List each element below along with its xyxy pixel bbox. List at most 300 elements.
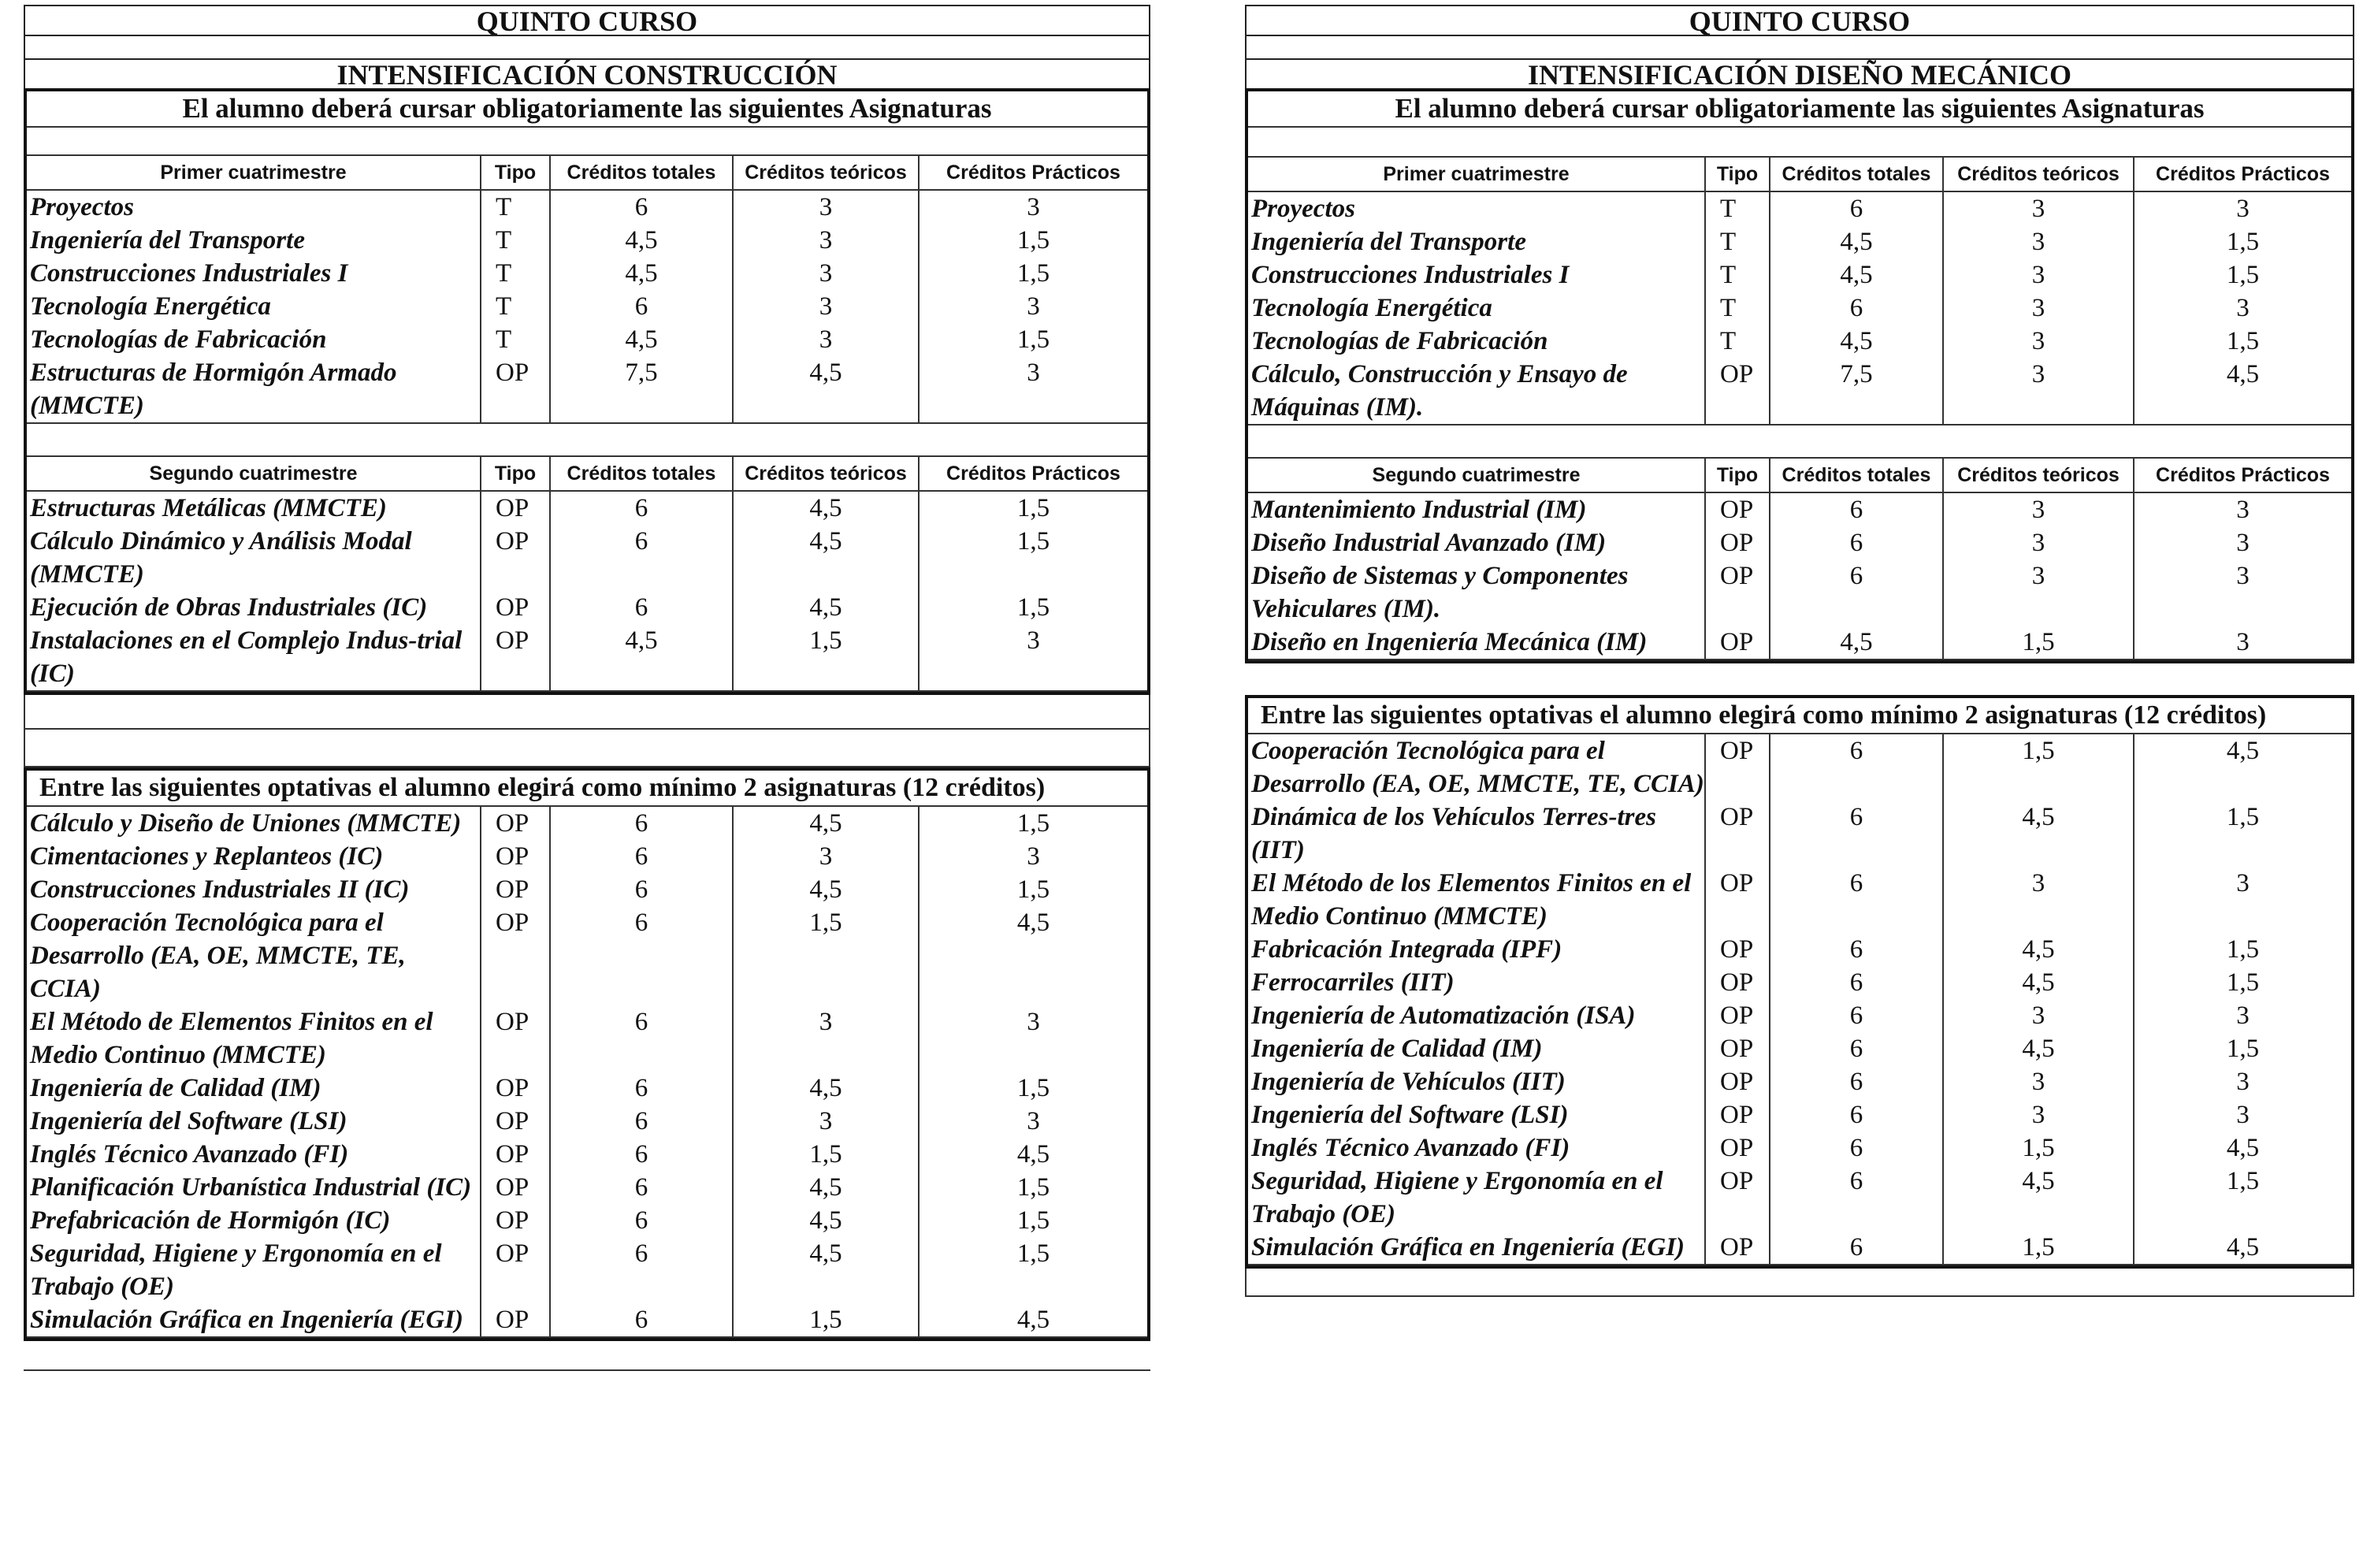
table-row <box>27 290 1147 323</box>
type-cell: OP <box>1705 526 1770 559</box>
table-row <box>27 1171 1147 1204</box>
type-cell: OP <box>1705 1131 1770 1165</box>
col-practicos: Créditos Prácticos <box>919 156 1147 190</box>
table-row <box>1248 734 2351 801</box>
total-credits-cell: 6 <box>1770 191 1943 225</box>
type-cell: OP <box>1705 966 1770 999</box>
col-tipo: Tipo <box>481 457 550 491</box>
subject-name: El Método de Elementos Finitos en el Medio Continuo (MMCTE) <box>27 1005 481 1072</box>
type-cell: OP <box>481 1072 550 1105</box>
practice-credits-cell: 1,5 <box>919 591 1147 624</box>
practice-credits-cell: 4,5 <box>919 1138 1147 1171</box>
theory-credits-cell: 1,5 <box>733 1303 919 1337</box>
practice-credits-cell: 3 <box>2134 292 2351 325</box>
total-credits-cell: 6 <box>1770 1065 1943 1098</box>
first-semester-table <box>1248 158 2351 425</box>
col-practicos: Créditos Prácticos <box>919 457 1147 491</box>
type-cell: OP <box>1705 1231 1770 1265</box>
table-row <box>1248 1032 2351 1065</box>
type-cell: T <box>1705 258 1770 292</box>
theory-credits-cell: 3 <box>1943 559 2134 626</box>
subject-name: Ingeniería del Transporte <box>27 224 481 257</box>
spacer <box>1248 128 2351 158</box>
subject-name: Tecnología Energética <box>27 290 481 323</box>
total-credits-cell: 4,5 <box>550 257 733 290</box>
type-cell: OP <box>481 1105 550 1138</box>
practice-credits-cell: 3 <box>2134 526 2351 559</box>
total-credits-cell: 4,5 <box>550 224 733 257</box>
practice-credits-cell: 3 <box>919 1105 1147 1138</box>
table-row <box>27 1303 1147 1337</box>
practice-credits-cell: 3 <box>919 290 1147 323</box>
practice-credits-cell: 1,5 <box>919 491 1147 525</box>
practice-credits-cell: 1,5 <box>2134 225 2351 258</box>
total-credits-cell: 6 <box>1770 1032 1943 1065</box>
total-credits-cell: 6 <box>1770 999 1943 1032</box>
theory-credits-cell: 4,5 <box>733 1237 919 1303</box>
practice-credits-cell: 1,5 <box>2134 933 2351 966</box>
total-credits-cell: 6 <box>550 840 733 873</box>
table-row <box>1248 191 2351 225</box>
practice-credits-cell: 1,5 <box>2134 258 2351 292</box>
theory-credits-cell: 4,5 <box>1943 801 2134 867</box>
table-row <box>1248 1131 2351 1165</box>
subject-name: Prefabricación de Hormigón (IC) <box>27 1204 481 1237</box>
theory-credits-cell: 4,5 <box>733 591 919 624</box>
col-teoricos: Créditos teóricos <box>733 156 919 190</box>
type-cell: OP <box>481 591 550 624</box>
spacer <box>27 128 1147 156</box>
practice-credits-cell: 4,5 <box>2134 1231 2351 1265</box>
blank-row <box>1245 1269 2354 1297</box>
total-credits-cell: 6 <box>550 873 733 906</box>
total-credits-cell: 6 <box>1770 292 1943 325</box>
col-total: Créditos totales <box>550 457 733 491</box>
subject-name: Construcciones Industriales I <box>27 257 481 290</box>
type-cell: OP <box>481 873 550 906</box>
theory-credits-cell: 1,5 <box>1943 626 2134 660</box>
subject-name: Construcciones Industriales I <box>1248 258 1705 292</box>
total-credits-cell: 6 <box>550 1204 733 1237</box>
table-row <box>1248 1165 2351 1231</box>
course-header <box>1245 5 2354 35</box>
semester-header: Segundo cuatrimestre <box>27 457 481 491</box>
optional-title: Entre las siguientes optativas el alumno elegirá como mínimo 2 asignaturas (12 créditos) <box>1248 698 2351 734</box>
total-credits-cell: 6 <box>1770 801 1943 867</box>
table-row <box>27 323 1147 356</box>
col-tipo: Tipo <box>481 156 550 190</box>
subject-name: Ingeniería de Automatización (ISA) <box>1248 999 1705 1032</box>
right-column <box>1245 5 2354 1297</box>
table-row <box>27 1237 1147 1303</box>
practice-credits-cell: 3 <box>2134 191 2351 225</box>
subject-name: Simulación Gráfica en Ingeniería (EGI) <box>27 1303 481 1337</box>
theory-credits-cell: 3 <box>733 1105 919 1138</box>
type-cell: T <box>481 290 550 323</box>
divider <box>24 1369 1150 1371</box>
table-row <box>27 525 1147 591</box>
type-cell: OP <box>1705 999 1770 1032</box>
total-credits-cell: 6 <box>1770 1131 1943 1165</box>
subject-name: Simulación Gráfica en Ingeniería (EGI) <box>1248 1231 1705 1265</box>
theory-credits-cell: 1,5 <box>733 1138 919 1171</box>
practice-credits-cell: 1,5 <box>919 525 1147 591</box>
subject-name: Ingeniería del Software (LSI) <box>27 1105 481 1138</box>
subject-name: Tecnología Energética <box>1248 292 1705 325</box>
type-cell: OP <box>481 1204 550 1237</box>
table-row <box>1248 933 2351 966</box>
semester-header: Primer cuatrimestre <box>27 156 481 190</box>
subject-name: Inglés Técnico Avanzado (FI) <box>1248 1131 1705 1165</box>
mandatory-title: El alumno deberá cursar obligatoriamente las siguientes Asignaturas <box>1248 91 2351 128</box>
theory-credits-cell: 1,5 <box>733 624 919 691</box>
practice-credits-cell: 3 <box>919 840 1147 873</box>
practice-credits-cell: 1,5 <box>919 257 1147 290</box>
table-row <box>1248 492 2351 526</box>
type-cell: OP <box>1705 1098 1770 1131</box>
theory-credits-cell: 3 <box>733 290 919 323</box>
table-row <box>1248 225 2351 258</box>
table-row <box>1248 325 2351 358</box>
subject-name: Ingeniería de Vehículos (IIT) <box>1248 1065 1705 1098</box>
total-credits-cell: 7,5 <box>1770 358 1943 425</box>
subject-name: Cooperación Tecnológica para el Desarrollo (EA, OE, MMCTE, TE, CCIA) <box>1248 734 1705 801</box>
type-cell: OP <box>481 1303 550 1337</box>
theory-credits-cell: 4,5 <box>733 491 919 525</box>
type-cell: T <box>1705 292 1770 325</box>
type-cell: OP <box>1705 1165 1770 1231</box>
type-cell: OP <box>1705 867 1770 933</box>
subject-name: Diseño de Sistemas y Componentes Vehiculares (IM). <box>1248 559 1705 626</box>
course-title: QUINTO CURSO <box>1689 6 1911 37</box>
total-credits-cell: 6 <box>550 491 733 525</box>
table-row <box>1248 358 2351 425</box>
subject-name: Diseño Industrial Avanzado (IM) <box>1248 526 1705 559</box>
table-row <box>27 1072 1147 1105</box>
total-credits-cell: 4,5 <box>1770 626 1943 660</box>
theory-credits-cell: 3 <box>733 190 919 224</box>
table-row <box>1248 966 2351 999</box>
theory-credits-cell: 1,5 <box>1943 1131 2134 1165</box>
total-credits-cell: 6 <box>550 591 733 624</box>
total-credits-cell: 6 <box>550 525 733 591</box>
practice-credits-cell: 3 <box>919 1005 1147 1072</box>
practice-credits-cell: 1,5 <box>919 873 1147 906</box>
table-row <box>1248 626 2351 660</box>
practice-credits-cell: 4,5 <box>919 906 1147 1005</box>
type-cell: OP <box>1705 626 1770 660</box>
type-cell: OP <box>481 840 550 873</box>
type-cell: T <box>1705 325 1770 358</box>
col-total: Créditos totales <box>550 156 733 190</box>
subject-name: Cálculo, Construcción y Ensayo de Máquinas (IM). <box>1248 358 1705 425</box>
subject-name: Diseño en Ingeniería Mecánica (IM) <box>1248 626 1705 660</box>
table-row <box>27 356 1147 423</box>
type-cell: OP <box>481 1237 550 1303</box>
type-cell: OP <box>1705 933 1770 966</box>
theory-credits-cell: 3 <box>1943 258 2134 292</box>
practice-credits-cell: 4,5 <box>2134 358 2351 425</box>
second-semester-table <box>1248 459 2351 660</box>
type-cell: T <box>481 224 550 257</box>
theory-credits-cell: 4,5 <box>1943 1032 2134 1065</box>
optional-title: Entre las siguientes optativas el alumno elegirá como mínimo 2 asignaturas (12 créditos) <box>27 771 1147 807</box>
type-cell: OP <box>1705 734 1770 801</box>
total-credits-cell: 6 <box>550 190 733 224</box>
theory-credits-cell: 3 <box>1943 325 2134 358</box>
practice-credits-cell: 3 <box>2134 559 2351 626</box>
theory-credits-cell: 3 <box>733 323 919 356</box>
total-credits-cell: 6 <box>550 1005 733 1072</box>
practice-credits-cell: 4,5 <box>2134 1131 2351 1165</box>
type-cell: OP <box>481 1171 550 1204</box>
subject-name: Proyectos <box>27 190 481 224</box>
left-column <box>24 5 1150 1371</box>
theory-credits-cell: 1,5 <box>733 906 919 1005</box>
theory-credits-cell: 4,5 <box>733 1171 919 1204</box>
practice-credits-cell: 1,5 <box>919 807 1147 840</box>
total-credits-cell: 4,5 <box>550 624 733 691</box>
subject-name: Tecnologías de Fabricación <box>1248 325 1705 358</box>
subject-name: Mantenimiento Industrial (IM) <box>1248 492 1705 526</box>
practice-credits-cell: 1,5 <box>2134 801 2351 867</box>
subject-name: Ingeniería del Software (LSI) <box>1248 1098 1705 1131</box>
type-cell: OP <box>1705 559 1770 626</box>
col-tipo: Tipo <box>1705 158 1770 191</box>
subject-name: Cálculo y Diseño de Uniones (MMCTE) <box>27 807 481 840</box>
practice-credits-cell: 1,5 <box>919 224 1147 257</box>
mandatory-title: El alumno deberá cursar obligatoriamente las siguientes Asignaturas <box>27 91 1147 128</box>
total-credits-cell: 4,5 <box>550 323 733 356</box>
subject-name: Instalaciones en el Complejo Indus-trial (IC) <box>27 624 481 691</box>
table-row <box>1248 867 2351 933</box>
table-row <box>27 591 1147 624</box>
subject-name: Inglés Técnico Avanzado (FI) <box>27 1138 481 1171</box>
optional-box <box>24 767 1150 1341</box>
theory-credits-cell: 3 <box>1943 867 2134 933</box>
type-cell: OP <box>481 1005 550 1072</box>
theory-credits-cell: 3 <box>1943 358 2134 425</box>
theory-credits-cell: 4,5 <box>733 873 919 906</box>
table-row <box>1248 559 2351 626</box>
total-credits-cell: 6 <box>1770 492 1943 526</box>
course-header <box>24 5 1150 35</box>
subject-name: El Método de los Elementos Finitos en el Medio Continuo (MMCTE) <box>1248 867 1705 933</box>
theory-credits-cell: 4,5 <box>733 525 919 591</box>
subject-name: Construcciones Industriales II (IC) <box>27 873 481 906</box>
theory-credits-cell: 3 <box>1943 492 2134 526</box>
practice-credits-cell: 1,5 <box>919 1237 1147 1303</box>
table-row <box>27 906 1147 1005</box>
type-cell: OP <box>1705 1032 1770 1065</box>
blank-row <box>24 695 1150 730</box>
semester-header: Primer cuatrimestre <box>1248 158 1705 191</box>
blank-row <box>1245 35 2354 58</box>
table-row <box>27 1138 1147 1171</box>
spacer <box>27 424 1147 457</box>
total-credits-cell: 6 <box>1770 1231 1943 1265</box>
first-semester-table <box>27 156 1147 424</box>
semester-header: Segundo cuatrimestre <box>1248 459 1705 492</box>
theory-credits-cell: 3 <box>1943 225 2134 258</box>
total-credits-cell: 7,5 <box>550 356 733 423</box>
subject-name: Ingeniería de Calidad (IM) <box>27 1072 481 1105</box>
spacer <box>1248 425 2351 459</box>
total-credits-cell: 6 <box>1770 966 1943 999</box>
practice-credits-cell: 1,5 <box>2134 1165 2351 1231</box>
total-credits-cell: 6 <box>550 1171 733 1204</box>
col-teoricos: Créditos teóricos <box>1943 459 2134 492</box>
theory-credits-cell: 4,5 <box>733 1072 919 1105</box>
theory-credits-cell: 3 <box>733 840 919 873</box>
intensification-header <box>24 58 1150 91</box>
theory-credits-cell: 3 <box>733 224 919 257</box>
theory-credits-cell: 3 <box>1943 191 2134 225</box>
practice-credits-cell: 1,5 <box>919 1171 1147 1204</box>
blank-row <box>24 730 1150 767</box>
subject-name: Estructuras de Hormigón Armado (MMCTE) <box>27 356 481 423</box>
table-row <box>27 190 1147 224</box>
total-credits-cell: 6 <box>1770 559 1943 626</box>
table-row <box>27 840 1147 873</box>
total-credits-cell: 6 <box>550 807 733 840</box>
practice-credits-cell: 3 <box>2134 1065 2351 1098</box>
practice-credits-cell: 1,5 <box>919 1204 1147 1237</box>
total-credits-cell: 6 <box>1770 1165 1943 1231</box>
total-credits-cell: 6 <box>550 1138 733 1171</box>
practice-credits-cell: 1,5 <box>2134 966 2351 999</box>
total-credits-cell: 6 <box>1770 526 1943 559</box>
theory-credits-cell: 3 <box>1943 292 2134 325</box>
subject-name: Fabricación Integrada (IPF) <box>1248 933 1705 966</box>
type-cell: OP <box>481 491 550 525</box>
blank-row <box>24 35 1150 58</box>
subject-name: Cooperación Tecnológica para el Desarrollo (EA, OE, MMCTE, TE, CCIA) <box>27 906 481 1005</box>
subject-name: Ejecución de Obras Industriales (IC) <box>27 591 481 624</box>
subject-name: Ferrocarriles (IIT) <box>1248 966 1705 999</box>
practice-credits-cell: 3 <box>2134 492 2351 526</box>
total-credits-cell: 6 <box>550 906 733 1005</box>
second-semester-table <box>27 457 1147 692</box>
type-cell: OP <box>481 807 550 840</box>
table-row <box>1248 801 2351 867</box>
practice-credits-cell: 1,5 <box>2134 325 2351 358</box>
total-credits-cell: 6 <box>550 290 733 323</box>
theory-credits-cell: 3 <box>733 1005 919 1072</box>
table-row <box>27 807 1147 840</box>
type-cell: OP <box>481 906 550 1005</box>
theory-credits-cell: 4,5 <box>1943 933 2134 966</box>
practice-credits-cell: 3 <box>2134 867 2351 933</box>
table-row <box>1248 526 2351 559</box>
type-cell: T <box>481 257 550 290</box>
type-cell: OP <box>1705 801 1770 867</box>
type-cell: OP <box>481 624 550 691</box>
subject-name: Planificación Urbanística Industrial (IC) <box>27 1171 481 1204</box>
theory-credits-cell: 3 <box>1943 1098 2134 1131</box>
theory-credits-cell: 4,5 <box>733 356 919 423</box>
type-cell: OP <box>1705 358 1770 425</box>
table-row <box>1248 1098 2351 1131</box>
optional-box <box>1245 695 2354 1269</box>
total-credits-cell: 6 <box>550 1105 733 1138</box>
theory-credits-cell: 3 <box>1943 526 2134 559</box>
total-credits-cell: 6 <box>1770 933 1943 966</box>
course-title: QUINTO CURSO <box>476 6 698 37</box>
subject-name: Cálculo Dinámico y Análisis Modal (MMCTE) <box>27 525 481 591</box>
type-cell: T <box>481 323 550 356</box>
total-credits-cell: 6 <box>550 1072 733 1105</box>
practice-credits-cell: 1,5 <box>919 1072 1147 1105</box>
practice-credits-cell: 3 <box>919 356 1147 423</box>
theory-credits-cell: 3 <box>1943 1065 2134 1098</box>
intensification-title: INTENSIFICACIÓN DISEÑO MECÁNICO <box>1527 59 2072 91</box>
total-credits-cell: 4,5 <box>1770 325 1943 358</box>
total-credits-cell: 6 <box>1770 1098 1943 1131</box>
table-row <box>1248 1065 2351 1098</box>
col-total: Créditos totales <box>1770 158 1943 191</box>
table-row <box>27 1204 1147 1237</box>
optional-table <box>1248 734 2351 1265</box>
practice-credits-cell: 4,5 <box>2134 734 2351 801</box>
subject-name: Estructuras Metálicas (MMCTE) <box>27 491 481 525</box>
practice-credits-cell: 3 <box>919 190 1147 224</box>
col-tipo: Tipo <box>1705 459 1770 492</box>
theory-credits-cell: 3 <box>1943 999 2134 1032</box>
theory-credits-cell: 4,5 <box>733 807 919 840</box>
theory-credits-cell: 4,5 <box>733 1204 919 1237</box>
theory-credits-cell: 4,5 <box>1943 966 2134 999</box>
table-row <box>1248 1231 2351 1265</box>
practice-credits-cell: 1,5 <box>919 323 1147 356</box>
subject-name: Ingeniería de Calidad (IM) <box>1248 1032 1705 1065</box>
col-total: Créditos totales <box>1770 459 1943 492</box>
intensification-header <box>1245 58 2354 91</box>
subject-name: Dinámica de los Vehículos Terres-tres (IIT) <box>1248 801 1705 867</box>
col-teoricos: Créditos teóricos <box>733 457 919 491</box>
theory-credits-cell: 4,5 <box>1943 1165 2134 1231</box>
practice-credits-cell: 3 <box>2134 626 2351 660</box>
type-cell: OP <box>481 1138 550 1171</box>
table-row <box>27 224 1147 257</box>
theory-credits-cell: 1,5 <box>1943 1231 2134 1265</box>
type-cell: T <box>481 190 550 224</box>
practice-credits-cell: 3 <box>2134 1098 2351 1131</box>
intensification-title: INTENSIFICACIÓN CONSTRUCCIÓN <box>336 59 838 91</box>
practice-credits-cell: 1,5 <box>2134 1032 2351 1065</box>
subject-name: Seguridad, Higiene y Ergonomía en el Trabajo (OE) <box>27 1237 481 1303</box>
table-row <box>27 1005 1147 1072</box>
type-cell: T <box>1705 225 1770 258</box>
table-row <box>1248 292 2351 325</box>
theory-credits-cell: 3 <box>733 257 919 290</box>
col-teoricos: Créditos teóricos <box>1943 158 2134 191</box>
table-row <box>27 624 1147 691</box>
type-cell: OP <box>1705 492 1770 526</box>
table-row <box>27 491 1147 525</box>
type-cell: OP <box>1705 1065 1770 1098</box>
total-credits-cell: 6 <box>1770 734 1943 801</box>
theory-credits-cell: 1,5 <box>1943 734 2134 801</box>
total-credits-cell: 6 <box>550 1303 733 1337</box>
type-cell: OP <box>481 525 550 591</box>
col-practicos: Créditos Prácticos <box>2134 459 2351 492</box>
practice-credits-cell: 4,5 <box>919 1303 1147 1337</box>
mandatory-box <box>1245 88 2354 663</box>
subject-name: Cimentaciones y Replanteos (IC) <box>27 840 481 873</box>
table-row <box>1248 258 2351 292</box>
total-credits-cell: 4,5 <box>1770 258 1943 292</box>
